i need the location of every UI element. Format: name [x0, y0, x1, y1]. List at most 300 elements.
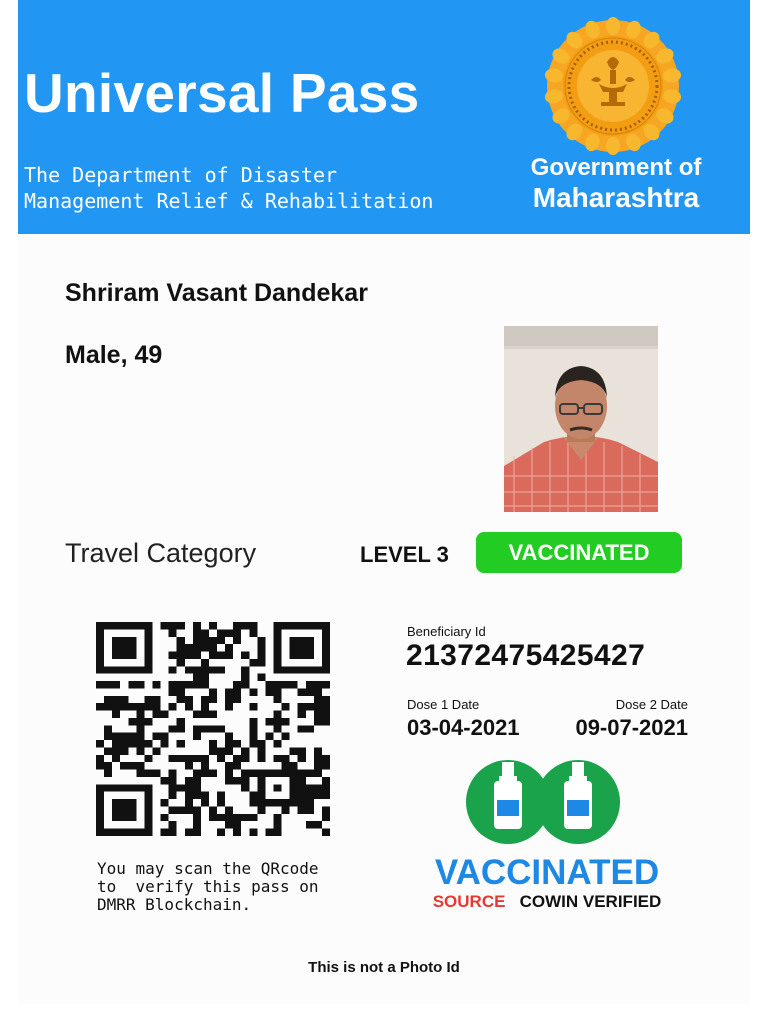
qr-module [241, 674, 249, 681]
qr-module [120, 740, 128, 747]
qr-module [144, 696, 152, 703]
qr-module [225, 777, 233, 784]
qr-module [209, 747, 217, 754]
qr-module [128, 733, 136, 740]
qr-module [306, 799, 314, 806]
qr-module [193, 733, 201, 740]
qr-module [217, 792, 225, 799]
qr-module [136, 829, 144, 836]
qr-module [274, 666, 282, 673]
qr-module [128, 740, 136, 747]
qr-module [177, 806, 185, 813]
qr-module [233, 814, 241, 821]
qr-module [225, 747, 233, 754]
qr-module [290, 637, 298, 644]
qr-module [201, 755, 209, 762]
qr-module [193, 674, 201, 681]
state-name: Maharashtra [532, 182, 700, 213]
qr-module [257, 799, 265, 806]
qr-module [241, 784, 249, 791]
qr-module [120, 703, 128, 710]
qr-module [298, 770, 306, 777]
qr-module [112, 799, 120, 806]
qr-module [96, 829, 104, 836]
qr-module [225, 703, 233, 710]
qr-module [128, 829, 136, 836]
qr-module [249, 725, 257, 732]
qr-module [257, 792, 265, 799]
qr-module [290, 644, 298, 651]
qr-module [96, 814, 104, 821]
qr-module [322, 755, 330, 762]
qr-module [298, 777, 306, 784]
qr-module [193, 821, 201, 828]
government-label: Government of [530, 154, 702, 181]
qr-module [209, 711, 217, 718]
person-gender-age: Male, 49 [65, 341, 163, 369]
qr-module [136, 762, 144, 769]
qr-module [257, 747, 265, 754]
qr-module [185, 696, 193, 703]
qr-module [185, 755, 193, 762]
qr-module [201, 637, 209, 644]
travel-level: LEVEL 3 [360, 542, 449, 567]
qr-module [96, 629, 104, 636]
qr-module [233, 696, 241, 703]
qr-module [169, 652, 177, 659]
qr-module [128, 799, 136, 806]
qr-module [241, 770, 249, 777]
qr-module [265, 688, 273, 695]
qr-module [322, 814, 330, 821]
qr-module [306, 821, 314, 828]
qr-module [298, 622, 306, 629]
qr-module [225, 740, 233, 747]
vaccination-status: VACCINATED [434, 853, 660, 892]
qr-module [96, 740, 104, 747]
qr-module [185, 644, 193, 651]
qr-module [233, 821, 241, 828]
qr-module [177, 681, 185, 688]
qr-module [193, 770, 201, 777]
beneficiary-id-label: Beneficiary Id [407, 624, 486, 639]
qr-module [274, 725, 282, 732]
qr-module [274, 681, 282, 688]
qr-module [112, 644, 120, 651]
qr-module [274, 622, 282, 629]
qr-module [185, 792, 193, 799]
qr-module [322, 681, 330, 688]
qr-module [112, 711, 120, 718]
qr-module [144, 666, 152, 673]
qr-module [161, 711, 169, 718]
qr-module [120, 666, 128, 673]
qr-module [193, 806, 201, 813]
qr-module [322, 629, 330, 636]
qr-module [249, 770, 257, 777]
qr-module [233, 622, 241, 629]
qr-module [249, 792, 257, 799]
qr-module [282, 666, 290, 673]
qr-module [274, 718, 282, 725]
vaccination-source [408, 891, 686, 913]
qr-module [201, 674, 209, 681]
qr-module [314, 696, 322, 703]
qr-module [233, 688, 241, 695]
qr-module [201, 711, 209, 718]
qr-module [322, 784, 330, 791]
qr-module [322, 659, 330, 666]
qr-module [298, 644, 306, 651]
qr-module [193, 814, 201, 821]
qr-module [217, 629, 225, 636]
qr-module [104, 725, 112, 732]
qr-module [274, 688, 282, 695]
qr-module [322, 696, 330, 703]
qr-note-line-1: You may scan the QRcode [97, 859, 319, 878]
qr-module [209, 740, 217, 747]
qr-module [96, 821, 104, 828]
qr-module [144, 814, 152, 821]
qr-module [314, 622, 322, 629]
qr-module [249, 814, 257, 821]
qr-module [193, 711, 201, 718]
qr-module [306, 688, 314, 695]
qr-module [322, 666, 330, 673]
qr-module [306, 637, 314, 644]
qr-module [274, 770, 282, 777]
qr-module [322, 637, 330, 644]
qr-module [322, 777, 330, 784]
qr-module [241, 755, 249, 762]
qr-module [306, 652, 314, 659]
qr-module [112, 637, 120, 644]
dose1-date-label: Dose 1 Date [407, 697, 480, 712]
qr-module [96, 681, 104, 688]
qr-module [201, 644, 209, 651]
qr-module [169, 792, 177, 799]
qr-module [306, 725, 314, 732]
qr-module [96, 784, 104, 791]
qr-module [274, 821, 282, 828]
qr-module [290, 622, 298, 629]
qr-module [120, 637, 128, 644]
qr-module [104, 681, 112, 688]
qr-module [217, 799, 225, 806]
qr-module [120, 644, 128, 651]
qr-module [241, 666, 249, 673]
qr-module [274, 814, 282, 821]
qr-module [193, 784, 201, 791]
qr-module [144, 637, 152, 644]
qr-module [112, 784, 120, 791]
qr-module [193, 725, 201, 732]
qr-module [185, 666, 193, 673]
qr-module [136, 747, 144, 754]
qr-module [282, 762, 290, 769]
qr-module [274, 784, 282, 791]
qr-module [96, 622, 104, 629]
qr-module [169, 806, 177, 813]
qr-module [322, 703, 330, 710]
qr-module [322, 806, 330, 813]
qr-module [209, 688, 217, 695]
qr-module [314, 718, 322, 725]
qr-module [144, 806, 152, 813]
qr-module [257, 652, 265, 659]
qr-module [290, 681, 298, 688]
qr-module [265, 829, 273, 836]
qr-module [96, 652, 104, 659]
qr-module [201, 703, 209, 710]
qr-module [282, 799, 290, 806]
qr-module [314, 703, 322, 710]
qr-module [249, 740, 257, 747]
qr-module [209, 806, 217, 813]
qr-module [112, 622, 120, 629]
qr-module [152, 696, 160, 703]
qr-module [274, 740, 282, 747]
qr-code-icon[interactable] [96, 622, 330, 836]
qr-module [298, 755, 306, 762]
qr-module [290, 792, 298, 799]
travel-category-label: Travel Category [65, 538, 257, 568]
qr-module [314, 762, 322, 769]
qr-module [306, 784, 314, 791]
qr-module [169, 770, 177, 777]
qr-module [290, 784, 298, 791]
dose1-date-value: 03-04-2021 [407, 715, 520, 740]
qr-module [282, 622, 290, 629]
qr-module [201, 629, 209, 636]
qr-module [112, 703, 120, 710]
qr-module [169, 681, 177, 688]
qr-module [177, 622, 185, 629]
qr-module [257, 806, 265, 813]
qr-module [322, 652, 330, 659]
qr-module [249, 688, 257, 695]
qr-module [128, 703, 136, 710]
qr-module [249, 659, 257, 666]
qr-module [144, 659, 152, 666]
person-photo [504, 326, 658, 512]
qr-module [314, 688, 322, 695]
qr-module [298, 652, 306, 659]
qr-module [201, 659, 209, 666]
qr-module [314, 792, 322, 799]
qr-module [177, 784, 185, 791]
qr-module [104, 666, 112, 673]
qr-module [217, 637, 225, 644]
qr-module [290, 747, 298, 754]
qr-module [144, 770, 152, 777]
qr-module [161, 777, 169, 784]
qr-module [257, 770, 265, 777]
qr-module [96, 755, 104, 762]
qr-module [112, 747, 120, 754]
qr-note-line-3: DMRR Blockchain. [97, 895, 252, 914]
qr-module [209, 770, 217, 777]
qr-module [209, 652, 217, 659]
qr-module [249, 629, 257, 636]
qr-module [104, 703, 112, 710]
qr-module [152, 681, 160, 688]
qr-module [298, 688, 306, 695]
qr-module [209, 622, 217, 629]
qr-module [322, 829, 330, 836]
qr-module [193, 829, 201, 836]
qr-module [177, 725, 185, 732]
department-line-1: The Department of Disaster [24, 163, 338, 187]
qr-module [298, 725, 306, 732]
qr-module [290, 762, 298, 769]
qr-module [144, 740, 152, 747]
qr-module [282, 718, 290, 725]
qr-module [201, 770, 209, 777]
qr-module [144, 652, 152, 659]
qr-module [136, 784, 144, 791]
qr-module [282, 681, 290, 688]
qr-module [265, 681, 273, 688]
qr-module [185, 784, 193, 791]
qr-module [257, 674, 265, 681]
qr-module [144, 703, 152, 710]
qr-module [161, 829, 169, 836]
qr-module [298, 666, 306, 673]
qr-module [128, 814, 136, 821]
qr-module [120, 799, 128, 806]
qr-module [306, 644, 314, 651]
qr-module [225, 770, 233, 777]
qr-module [177, 637, 185, 644]
qr-module [128, 784, 136, 791]
qr-module [249, 703, 257, 710]
qr-module [274, 799, 282, 806]
qr-module [96, 762, 104, 769]
qr-module [136, 711, 144, 718]
qr-module [144, 792, 152, 799]
qr-module [322, 622, 330, 629]
qr-module [306, 666, 314, 673]
qr-module [233, 755, 241, 762]
qr-module [128, 622, 136, 629]
qr-module [314, 784, 322, 791]
qr-module [233, 637, 241, 644]
qr-module [185, 799, 193, 806]
qr-module [241, 814, 249, 821]
maharashtra-seal-icon [538, 16, 688, 156]
qr-module [112, 666, 120, 673]
qr-module [298, 703, 306, 710]
qr-module [257, 644, 265, 651]
qr-module [282, 770, 290, 777]
qr-module [298, 799, 306, 806]
qr-module [193, 622, 201, 629]
qr-module [274, 652, 282, 659]
dose2-date-label: Dose 2 Date [615, 697, 688, 712]
qr-module [177, 718, 185, 725]
qr-module [241, 681, 249, 688]
qr-module [209, 725, 217, 732]
qr-module [104, 747, 112, 754]
qr-module [314, 821, 322, 828]
qr-module [290, 652, 298, 659]
qr-module [177, 696, 185, 703]
qr-module [201, 725, 209, 732]
qr-module [298, 792, 306, 799]
qr-module [185, 829, 193, 836]
qr-module [249, 799, 257, 806]
qr-module [177, 755, 185, 762]
vaccinated-badge: VACCINATED [476, 532, 682, 573]
qr-module [290, 770, 298, 777]
qr-module [201, 681, 209, 688]
qr-module [161, 799, 169, 806]
qr-note-line-2: to verify this pass on [97, 877, 319, 896]
qr-module [217, 755, 225, 762]
department-name [24, 162, 433, 214]
qr-instructions [97, 860, 319, 914]
qr-module [282, 703, 290, 710]
qr-module [225, 806, 233, 813]
qr-module [128, 666, 136, 673]
qr-module [201, 762, 209, 769]
qr-module [314, 747, 322, 754]
qr-module [217, 666, 225, 673]
qr-module [217, 725, 225, 732]
qr-module [249, 829, 257, 836]
qr-module [257, 784, 265, 791]
qr-module [201, 666, 209, 673]
qr-module [193, 644, 201, 651]
qr-module [209, 696, 217, 703]
qr-module [314, 711, 322, 718]
qr-module [274, 829, 282, 836]
dose2-date-value: 09-07-2021 [575, 715, 688, 740]
qr-module [282, 806, 290, 813]
qr-module [274, 644, 282, 651]
qr-module [314, 755, 322, 762]
qr-module [193, 666, 201, 673]
photo-id-disclaimer: This is not a Photo Id [308, 959, 460, 976]
qr-module [128, 762, 136, 769]
qr-module [144, 755, 152, 762]
qr-module [136, 740, 144, 747]
qr-module [233, 762, 241, 769]
qr-module [282, 733, 290, 740]
qr-module [177, 644, 185, 651]
qr-module [225, 762, 233, 769]
qr-module [152, 711, 160, 718]
qr-module [193, 629, 201, 636]
qr-module [193, 681, 201, 688]
qr-module [96, 799, 104, 806]
qr-module [120, 733, 128, 740]
qr-module [96, 703, 104, 710]
qr-module [249, 622, 257, 629]
qr-module [193, 792, 201, 799]
qr-module [225, 652, 233, 659]
qr-module [274, 696, 282, 703]
qr-module [274, 629, 282, 636]
qr-module [185, 806, 193, 813]
qr-module [298, 784, 306, 791]
qr-module [225, 644, 233, 651]
qr-module [257, 777, 265, 784]
qr-module [322, 644, 330, 651]
qr-module [128, 806, 136, 813]
qr-module [169, 703, 177, 710]
